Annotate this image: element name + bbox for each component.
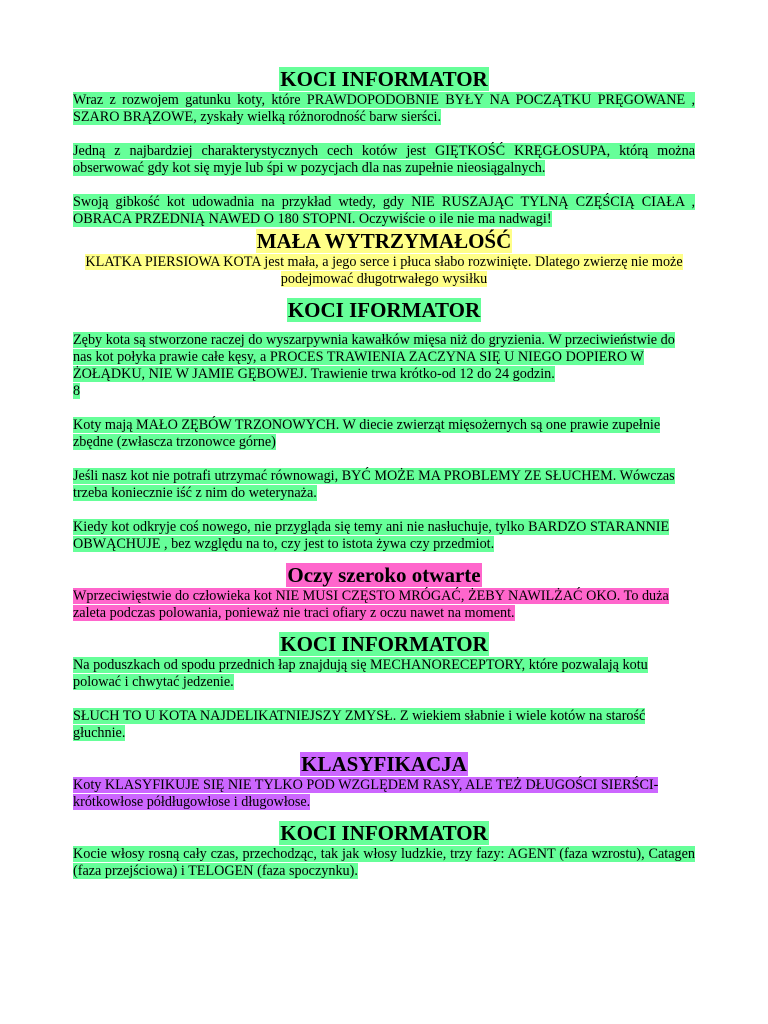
paragraph-mruganie: Wprzeciwięstwie do człowieka kot NIE MUSI CZĘSTO MRÓGAĆ, ŻEBY NAWILŻAĆ OKO. To duża zaleta podczas polowania, ponieważ nie traci ofiary z oczu nawet na moment. (73, 588, 669, 621)
paragraph-klatka-piersiowa: KLATKA PIERSIOWA KOTA jest mała, a jego serce i płuca słabo rozwinięte. Dlatego zwierzę nie może podejmować długotrwałego wysiłku (85, 254, 683, 287)
section-title-koci-iformator: KOCI IFORMATOR (287, 298, 481, 322)
paragraph-rownowaga: Jeśli nasz kot nie potrafi utrzymać równowagi, BYĆ MOŻE MA PROBLEMY ZE SŁUCHEM. Wówczas trzeba koniecznie iść z nim do weterynaża. (73, 468, 675, 501)
document-page (73, 66, 695, 880)
paragraph-gibkosc: Swoją gibkość kot udowadnia na przykład wtedy, gdy NIE RUSZAJĄC TYLNĄ CZĘŚCIĄ CIAŁA , OBRACA PRZEDNIĄ NAWED O 180 STOPNI. Oczywiście o ile nie ma nadwagi! (73, 194, 695, 227)
paragraph-kolory-siersci: Wraz z rozwojem gatunku koty, które PRAWDOPODOBNIE BYŁY NA POCZĄTKU PRĘGOWANE , SZARO BRĄZOWE, zyskały wielką różnorodność barw sierści. (73, 92, 695, 125)
paragraph-zeby-trzonowe: Koty mają MAŁO ZĘBÓW TRZONOWYCH. W diecie zwierząt mięsożernych są one prawie zupełnie zbędne (zwłascza trzonowce górne) (73, 417, 661, 450)
paragraph-mechanoreceptory: Na poduszkach od spodu przednich łap znajdują się MECHANORECEPTORY, które pozwalają kotu polować i chwytać jedzenie. (73, 657, 648, 690)
paragraph-gietkosc: Jedną z najbardziej charakterystycznych cech kotów jest GIĘTKOŚĆ KRĘGŁOSUPA, którą można obserwować gdy kot się myje lub śpi w pozycjach dla nas zupełnie nieosiągalnych. (73, 143, 695, 176)
paragraph-zeby: Zęby kota są stworzone raczej do wyszarpywnia kawałków mięsa niż do gryzienia. W przeciwieństwie do nas kot połyka prawie całe kęsy, a PROCES TRAWIENIA ZACZYNA SIĘ U NIEGO DOPIERO W ŻOŁĄDKU, NIE W JAMIE GĘBOWEJ. Trawienie trwa krótko-od 12 do 24 godzin. 8 (73, 332, 675, 399)
section-title-mala-wytrzymalosc: MAŁA WYTRZYMAŁOŚĆ (256, 229, 512, 253)
section-title-oczy: Oczy szeroko otwarte (287, 563, 481, 587)
section-title-koci-informator-3: KOCI INFORMATOR (280, 821, 488, 845)
paragraph-wlosy: Kocie włosy rosną cały czas, przechodząc, tak jak włosy ludzkie, trzy fazy: AGENT (faza wzrostu), Catagen (faza przejściowa) i TELOGEN (faza spoczynku). (73, 846, 695, 879)
section-title-klasyfikacja: KLASYFIKACJA (301, 752, 467, 776)
section-title-koci-informator-2: KOCI INFORMATOR (280, 632, 488, 656)
section-title-koci-informator-1: KOCI INFORMATOR (280, 67, 488, 91)
paragraph-klasyfikacja: Koty KLASYFIKUJE SIĘ NIE TYLKO POD WZGLĘDEM RASY, ALE TEŻ DŁUGOŚCI SIERŚCI- krótkowłose półdługowłose i długowłose. (73, 777, 659, 810)
paragraph-sluch: SŁUCH TO U KOTA NAJDELIKATNIEJSZY ZMYSŁ. Z wiekiem słabnie i wiele kotów na starość głuchnie. (73, 708, 646, 741)
paragraph-obwachiwanie: Kiedy kot odkryje coś nowego, nie przygląda się temy ani nie nasłuchuje, tylko BARDZO STARANNIE OBWĄCHUJE , bez względu na to, czy jest to istota żywa czy przedmiot. (73, 519, 670, 552)
